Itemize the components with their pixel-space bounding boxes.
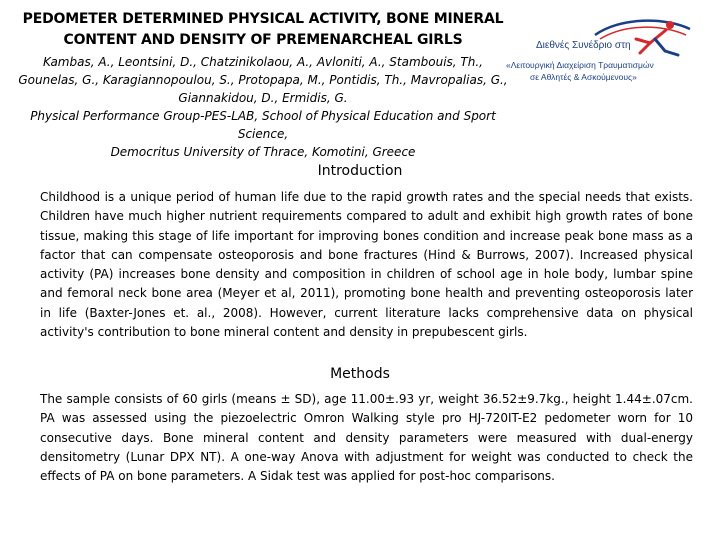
affiliation-line-1: Physical Performance Group-PES-LAB, School of Physical Education and Sport Science, [30, 109, 496, 141]
runner-logo-icon [500, 15, 710, 95]
introduction-heading: Introduction [317, 163, 403, 179]
paper-title: PEDOMETER DETERMINED PHYSICAL ACTIVITY, BONE MINERAL CONTENT AND DENSITY OF PREMENARCHEAL GIRLS [22, 11, 504, 48]
methods-heading: Methods [330, 366, 390, 382]
logo-text-line-3: σε Αθλητές & Ασκούμενους» [530, 72, 637, 82]
author-block [18, 53, 508, 161]
logo-text-line-2: «Λειτουργική Διαχείριση Τραυματισμών [506, 60, 654, 70]
affiliation-line-2: Democritus University of Thrace, Komotini, Greece [110, 145, 416, 159]
logo-text-line-1: Διεθνές Συνέδριο στη [536, 40, 631, 51]
introduction-text: Childhood is a unique period of human life due to the rapid growth rates and the special needs that exists. Children have much higher nutrient requirements compared to adult and exhibit high growth rates of bone tissue, making this stage of life important for improving bones condition and increase peak bone mass as a factor that can compensate osteoporosis and bone fractures (Hind & Burrows, 2007). Increased physical activity (PA) increases bone density and composition in children of school age in hole body, lumbar spine and femoral neck bone area (Meyer et al, 2011), promoting bone health and preventing osteoporosis later in life (Baxter-Jones et. al., 2008). However, current literature lacks comprehensive data on physical activity's contribution to bone mineral content and density in prepubescent girls. [40, 190, 693, 340]
conference-logo [500, 15, 710, 95]
methods-text: The sample consists of 60 girls (means ± SD), age 11.00±.93 yr, weight 36.52±9.7kg., height 1.44±.07cm. PA was assessed using the piezoelectric Omron Walking style pro HJ-720IT-E2 pedometer worn for 10 consecutive days. Bone mineral content and density parameters were measured with dual-energy densitometry (Lunar DPX NT). A one-way Anova with adjustment for weight was conducted to check the effects of PA on bone parameters. A Sidak test was applied for post-hoc comparisons. [40, 392, 693, 484]
author-list: Kambas, A., Leontsini, D., Chatzinikolaou, A., Avloniti, A., Stambouis, Th., Gounelas, G., Karagiannopoulou, S., Protopapa, M., Pontidis, Th., Mavropalias, G., Giannakidou, D., Ermidis, G. [18, 55, 508, 105]
